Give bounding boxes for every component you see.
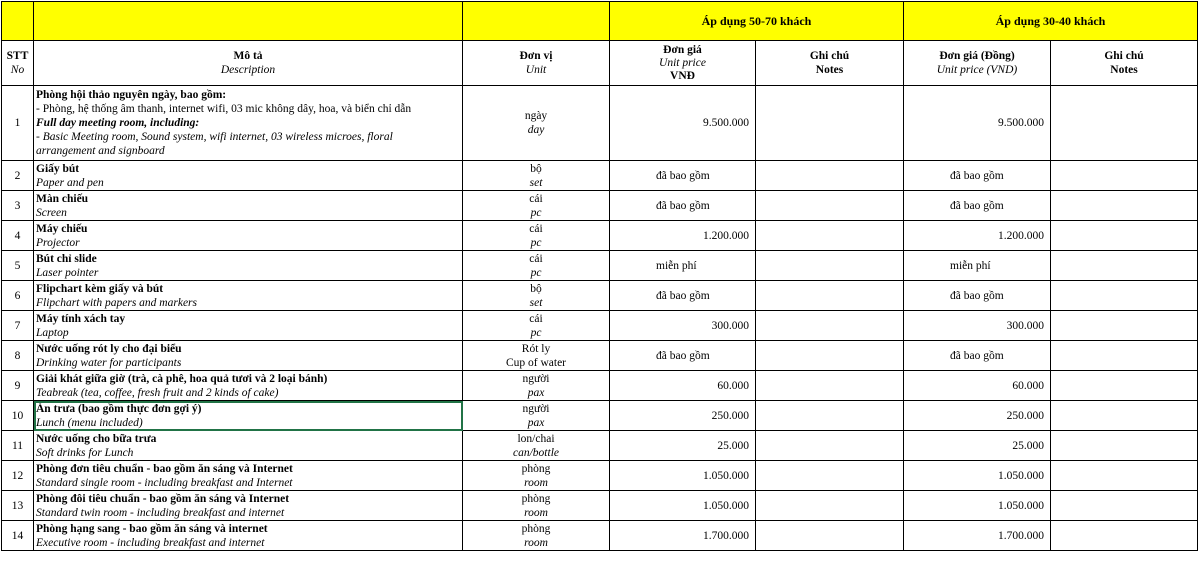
price1-header[interactable]: [610, 41, 756, 86]
stt-cell[interactable]: 7: [2, 311, 34, 341]
unit-cell[interactable]: [463, 341, 610, 371]
price-table: [1, 1, 1198, 551]
desc-vi: Máy chiếu: [36, 222, 88, 235]
stt-label: STT: [6, 50, 29, 62]
price2-cell[interactable]: 25.000: [904, 431, 1051, 461]
table-row: [2, 281, 1198, 311]
desc-en: Soft drinks for Lunch: [36, 446, 134, 459]
unit-cell[interactable]: [463, 521, 610, 551]
stt-cell[interactable]: 8: [2, 341, 34, 371]
price2-cell[interactable]: 1.200.000: [904, 221, 1051, 251]
unit-en: pax: [527, 386, 545, 399]
unit-cell[interactable]: [463, 221, 610, 251]
desc-en: Projector: [36, 236, 80, 249]
price1-cell[interactable]: 1.200.000: [610, 221, 756, 251]
price1-cell[interactable]: 60.000: [610, 371, 756, 401]
notes1-label: Ghi chú: [809, 50, 850, 62]
table-row: [2, 311, 1198, 341]
unit-en: pax: [527, 416, 545, 429]
unit-vi: cái: [529, 222, 543, 235]
notes2-cell[interactable]: [1051, 371, 1198, 401]
price2-cell[interactable]: 250.000: [904, 401, 1051, 431]
desc-en: Laptop: [36, 326, 69, 339]
notes1-cell[interactable]: [756, 491, 904, 521]
table-row: [2, 491, 1198, 521]
desc-vi: Phòng đôi tiêu chuẩn - bao gồm ăn sáng và Internet: [36, 492, 290, 505]
table-row: [2, 341, 1198, 371]
notes2-cell[interactable]: [1051, 281, 1198, 311]
desc-en: Flipchart with papers and markers: [36, 296, 197, 309]
price2-cell[interactable]: đã bao gồm: [904, 281, 1051, 311]
price2-label-en: Unit price (VND): [936, 64, 1018, 76]
price2-cell[interactable]: đã bao gồm: [904, 341, 1051, 371]
description-cell[interactable]: [34, 491, 463, 521]
table-row: [2, 401, 1198, 431]
price1-cell[interactable]: đã bao gồm: [610, 341, 756, 371]
price1-cell[interactable]: đã bao gồm: [610, 161, 756, 191]
desc-vi: Nước uống rót ly cho đại biểu: [36, 342, 182, 355]
description-cell[interactable]: [34, 221, 463, 251]
notes2-label: Ghi chú: [1104, 50, 1144, 62]
unit-en: pc: [530, 326, 542, 339]
price2-cell[interactable]: đã bao gồm: [904, 191, 1051, 221]
desc-en: Drinking water for participants: [36, 356, 182, 369]
description-cell[interactable]: [34, 86, 463, 161]
unit-en: room: [524, 536, 548, 549]
desc-detail-en: - Basic Meeting room, Sound system, wifi internet, 03 wireless microes, floral: [36, 131, 393, 143]
notes2-label-en: Notes: [1110, 64, 1138, 76]
unit-en: set: [529, 296, 543, 309]
table-row: [2, 251, 1198, 281]
description-cell[interactable]: [34, 281, 463, 311]
stt-cell[interactable]: 9: [2, 371, 34, 401]
desc-en: Lunch (menu included): [36, 416, 143, 429]
stt-cell[interactable]: 14: [2, 521, 34, 551]
unit-cell[interactable]: [463, 371, 610, 401]
notes1-cell[interactable]: [756, 251, 904, 281]
unit-cell[interactable]: [463, 191, 610, 221]
desc-vi: Flipchart kèm giấy và bút: [36, 282, 164, 295]
unit-cell[interactable]: [463, 86, 610, 161]
desc-vi: Ăn trưa (bao gồm thực đơn gợi ý): [36, 402, 202, 415]
stt-cell[interactable]: 3: [2, 191, 34, 221]
stt-cell[interactable]: 2: [2, 161, 34, 191]
desc-label: Mô tả: [233, 50, 263, 62]
notes2-cell[interactable]: [1051, 521, 1198, 551]
unit-vi: ngày: [524, 110, 548, 122]
unit-vi: lon/chai: [517, 432, 555, 445]
table-row: [2, 86, 1198, 161]
unit-cell[interactable]: [463, 161, 610, 191]
notes1-cell[interactable]: [756, 191, 904, 221]
desc-en: Laser pointer: [36, 266, 99, 279]
description-cell[interactable]: [34, 521, 463, 551]
price1-cell[interactable]: 9.500.000: [610, 86, 756, 161]
price1-cell[interactable]: 250.000: [610, 401, 756, 431]
notes1-cell[interactable]: [756, 311, 904, 341]
price2-cell[interactable]: 60.000: [904, 371, 1051, 401]
description-cell[interactable]: [34, 341, 463, 371]
notes1-cell[interactable]: [756, 431, 904, 461]
notes2-cell[interactable]: [1051, 341, 1198, 371]
desc-vi: Màn chiếu: [36, 192, 89, 205]
description-cell[interactable]: [34, 311, 463, 341]
desc-vi: Giải khát giữa giờ (trà, cà phê, hoa quả tươi và 2 loại bánh): [36, 372, 328, 385]
desc-vi: Bút chỉ slide: [36, 252, 97, 265]
unit-cell[interactable]: [463, 461, 610, 491]
unit-vi: phòng: [521, 522, 551, 535]
desc-vi: Máy tính xách tay: [36, 312, 126, 325]
price1-label-currency: VNĐ: [670, 69, 695, 82]
notes1-cell[interactable]: [756, 86, 904, 161]
price2-cell[interactable]: 300.000: [904, 311, 1051, 341]
group-30-40-header[interactable]: Áp dụng 30-40 khách: [904, 2, 1198, 41]
notes2-cell[interactable]: [1051, 161, 1198, 191]
table-row: [2, 191, 1198, 221]
desc-vi: Phòng hạng sang - bao gồm ăn sáng và internet: [36, 522, 268, 535]
description-header[interactable]: [34, 41, 463, 86]
price1-cell[interactable]: đã bao gồm: [610, 191, 756, 221]
unit-cell[interactable]: [463, 401, 610, 431]
cell[interactable]: [2, 2, 34, 41]
notes1-cell[interactable]: [756, 401, 904, 431]
unit-vi: bộ: [530, 162, 542, 175]
table-row: [2, 221, 1198, 251]
table-row: [2, 521, 1198, 551]
price1-cell[interactable]: 1.050.000: [610, 491, 756, 521]
price2-cell[interactable]: 1.700.000: [904, 521, 1051, 551]
desc-label-en: Description: [220, 64, 276, 76]
notes1-cell[interactable]: [756, 281, 904, 311]
table-row: [2, 431, 1198, 461]
notes1-cell[interactable]: [756, 461, 904, 491]
desc-en: Screen: [36, 206, 67, 219]
desc-vi: Phòng đơn tiêu chuẩn - bao gồm ăn sáng và Internet: [36, 462, 293, 475]
desc-vi: Giấy bút: [36, 162, 80, 175]
price1-cell[interactable]: 300.000: [610, 311, 756, 341]
description-cell[interactable]: [34, 251, 463, 281]
desc-en: Standard single room - including breakfast and Internet: [36, 476, 293, 489]
price1-cell[interactable]: đã bao gồm: [610, 281, 756, 311]
notes1-cell[interactable]: [756, 161, 904, 191]
stt-cell[interactable]: 1: [2, 86, 34, 161]
notes1-label-en: Notes: [815, 64, 844, 76]
price1-cell[interactable]: 25.000: [610, 431, 756, 461]
notes2-cell[interactable]: [1051, 86, 1198, 161]
stt-cell[interactable]: 10: [2, 401, 34, 431]
stt-cell[interactable]: 5: [2, 251, 34, 281]
desc-detail-vi: - Phòng, hệ thống âm thanh, internet wifi, 03 mic không dây, hoa, và biển chỉ dẫn: [36, 103, 412, 115]
header-group-row: [2, 2, 1198, 41]
unit-vi: phòng: [521, 462, 551, 475]
unit-vi: người: [522, 402, 550, 415]
price2-cell[interactable]: 9.500.000: [904, 86, 1051, 161]
notes2-cell[interactable]: [1051, 191, 1198, 221]
table-row: [2, 461, 1198, 491]
stt-cell[interactable]: 4: [2, 221, 34, 251]
unit-vi: bộ: [530, 282, 542, 295]
price1-label: Đơn giá: [663, 43, 702, 56]
unit-vi: Rót ly: [521, 342, 551, 355]
notes2-cell[interactable]: [1051, 221, 1198, 251]
unit-en: can/bottle: [513, 446, 559, 459]
group-50-70-header[interactable]: Áp dụng 50-70 khách: [610, 2, 904, 41]
unit-en: room: [524, 506, 548, 519]
description-cell[interactable]: [34, 191, 463, 221]
notes1-cell[interactable]: [756, 371, 904, 401]
stt-label-en: No: [10, 64, 25, 76]
unit-label: Đơn vị: [519, 50, 553, 62]
notes2-header[interactable]: [1051, 41, 1198, 86]
desc-vi: Nước uống cho bữa trưa: [36, 432, 157, 445]
unit-vi: người: [522, 372, 550, 385]
unit-vi: cái: [529, 192, 543, 205]
unit-vi: cái: [529, 312, 543, 325]
price2-label: Đơn giá (Đồng): [939, 50, 1015, 62]
price2-header[interactable]: [904, 41, 1051, 86]
unit-header[interactable]: [463, 41, 610, 86]
notes1-cell[interactable]: [756, 341, 904, 371]
desc-en: Standard twin room - including breakfast and internet: [36, 506, 285, 519]
description-cell[interactable]: [34, 461, 463, 491]
description-cell[interactable]: [34, 371, 463, 401]
unit-cell[interactable]: [463, 491, 610, 521]
price2-cell[interactable]: 1.050.000: [904, 461, 1051, 491]
unit-en: set: [529, 176, 543, 189]
unit-cell[interactable]: [463, 311, 610, 341]
header-columns-row: [2, 41, 1198, 86]
price1-cell[interactable]: 1.700.000: [610, 521, 756, 551]
unit-cell[interactable]: [463, 251, 610, 281]
stt-cell[interactable]: 12: [2, 461, 34, 491]
description-cell[interactable]: [34, 431, 463, 461]
unit-cell[interactable]: [463, 281, 610, 311]
notes2-cell[interactable]: [1051, 311, 1198, 341]
unit-en: pc: [530, 266, 542, 279]
stt-cell[interactable]: 6: [2, 281, 34, 311]
unit-label-en: Unit: [525, 64, 547, 76]
price2-cell[interactable]: miễn phí: [904, 251, 1051, 281]
price1-cell[interactable]: 1.050.000: [610, 461, 756, 491]
notes1-cell[interactable]: [756, 521, 904, 551]
desc-detail-en-2: arrangement and signboard: [36, 145, 165, 157]
notes2-cell[interactable]: [1051, 251, 1198, 281]
cell[interactable]: [34, 2, 463, 41]
notes1-cell[interactable]: [756, 221, 904, 251]
desc-en: Teabreak (tea, coffee, fresh fruit and 2 kinds of cake): [36, 386, 279, 399]
price2-cell[interactable]: đã bao gồm: [904, 161, 1051, 191]
unit-en: day: [527, 124, 545, 136]
unit-en: Cup of water: [505, 356, 567, 369]
cell[interactable]: [463, 2, 610, 41]
unit-cell[interactable]: [463, 431, 610, 461]
unit-en: pc: [530, 236, 542, 249]
stt-cell[interactable]: 11: [2, 431, 34, 461]
table-row: [2, 161, 1198, 191]
table-row: [2, 371, 1198, 401]
desc-title-vi: Phòng hội thảo nguyên ngày, bao gồm:: [36, 89, 227, 101]
notes2-cell[interactable]: [1051, 491, 1198, 521]
unit-vi: phòng: [521, 492, 551, 505]
desc-en: Executive room - including breakfast and internet: [36, 536, 265, 549]
stt-cell[interactable]: 13: [2, 491, 34, 521]
unit-en: pc: [530, 206, 542, 219]
description-cell[interactable]: [34, 401, 463, 431]
price1-cell[interactable]: miễn phí: [610, 251, 756, 281]
price2-cell[interactable]: 1.050.000: [904, 491, 1051, 521]
price1-label-en: Unit price: [659, 56, 706, 69]
unit-en: room: [524, 476, 548, 489]
notes2-cell[interactable]: [1051, 461, 1198, 491]
unit-vi: cái: [529, 252, 543, 265]
description-cell[interactable]: [34, 161, 463, 191]
notes1-header[interactable]: [756, 41, 904, 86]
stt-header[interactable]: [2, 41, 34, 86]
notes2-cell[interactable]: [1051, 431, 1198, 461]
desc-en: Paper and pen: [36, 176, 104, 189]
notes2-cell[interactable]: [1051, 401, 1198, 431]
desc-title-en: Full day meeting room, including:: [36, 117, 200, 129]
